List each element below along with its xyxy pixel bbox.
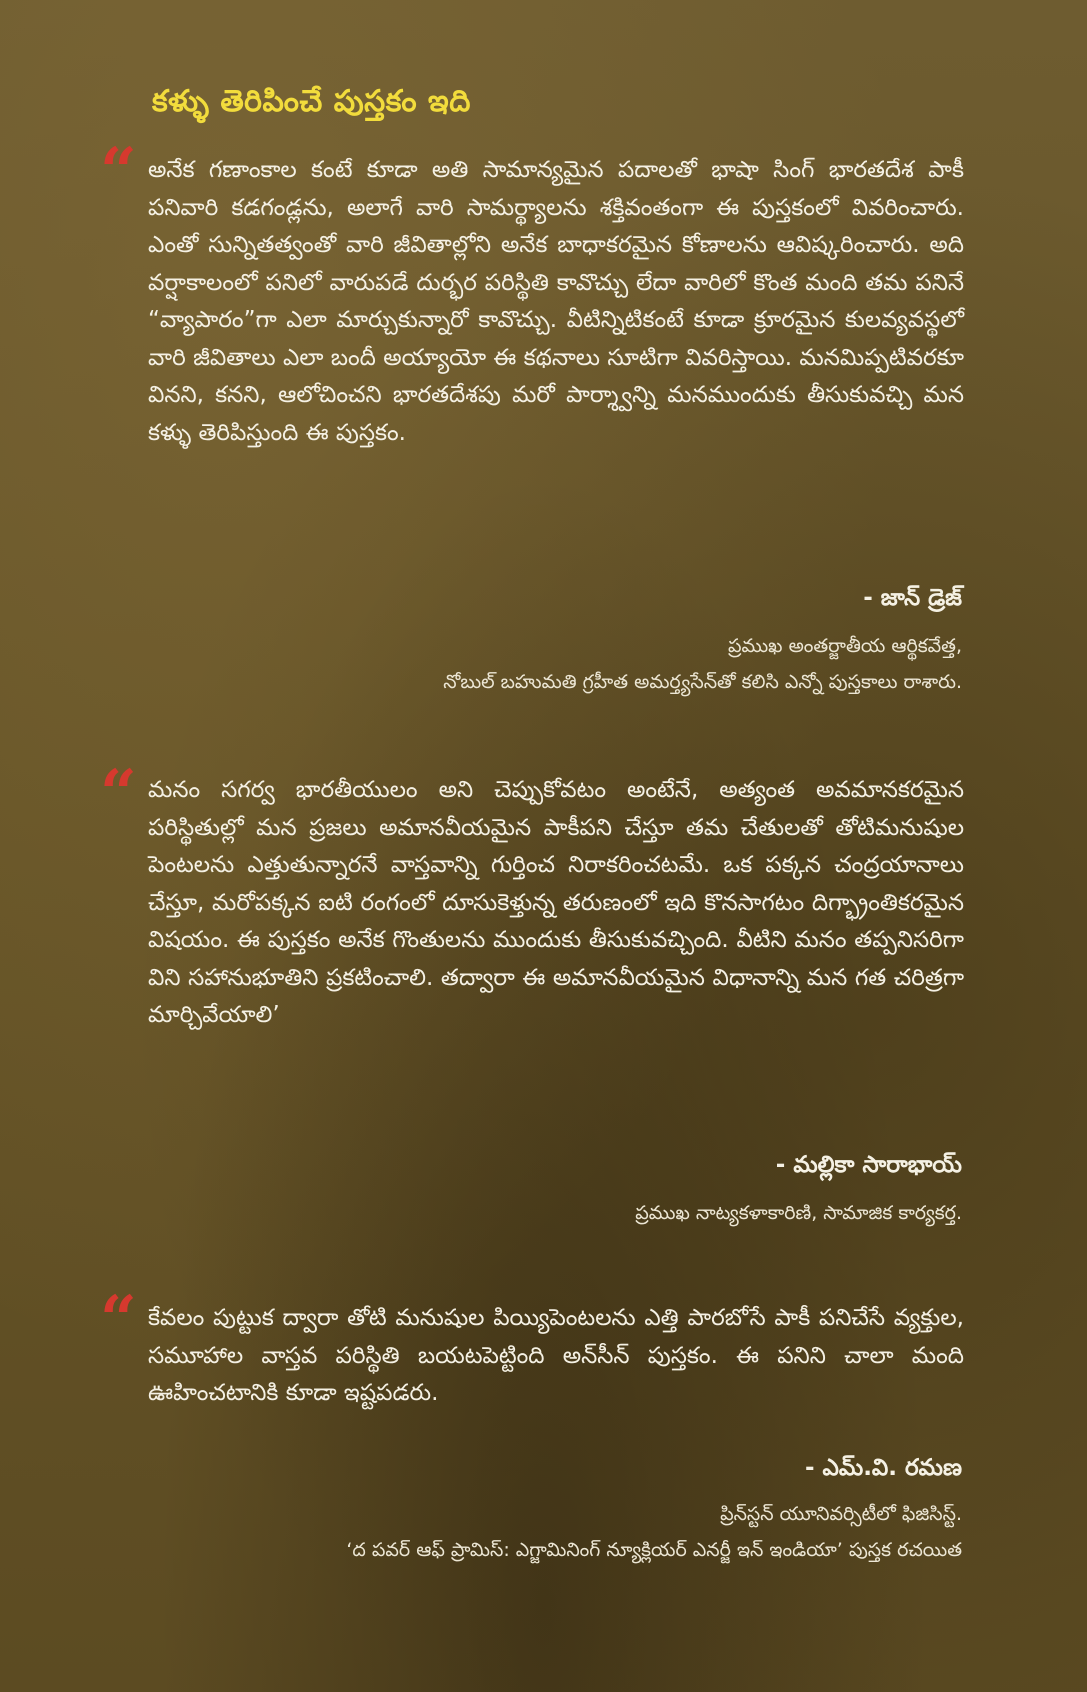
page-heading: కళ్ళు తెరిపించే పుస్తకం ఇది (152, 84, 471, 119)
quote-mark-icon: “ (100, 1282, 137, 1357)
author-description-line: నోబుల్ బహుమతి గ్రహీత అమర్త్యసేన్‌తో కలిసి ఎన్నో పుస్తకాలు రాశారు. (443, 671, 962, 693)
author-description (346, 1496, 962, 1568)
quote-text: కేవలం పుట్టుక ద్వారా తోటి మనుషుల పియ్యిపెంటలను ఎత్తి పారబోసే పాకీ పనిచేసే వ్యక్తుల, సమూహాల వాస్తవ పరిస్థితి బయటపెట్టింది అన్‌సీన్ పుస్తకం. ఈ పనిని చాలా మంది ఊహించటానికి కూడా ఇష్టపడరు. (148, 1305, 964, 1406)
author-description (443, 628, 962, 700)
quote-author: - జాన్ డ్రెజ్ (863, 585, 962, 611)
author-description-line: ‘ద పవర్ ఆఫ్ ప్రామిస్: ఎగ్జామినింగ్ న్యూక్లియర్ ఎనర్జీ ఇన్ ఇండియా’ పుస్తక రచయిత (346, 1539, 962, 1561)
quote-text: మనం సగర్వ భారతీయులం అని చెప్పుకోవటం అంటేనే, అత్యంత అవమానకరమైన పరిస్థితుల్లో మన ప్రజలు అమానవీయమైన పాకీపని చేస్తూ తమ చేతులతో తోటిమనుషుల పెంటలను ఎత్తుతున్నారనే వాస్తవాన్ని గుర్తించ నిరాకరించటమే. ఒక పక్కన చంద్రయానాలు చేస్తూ, మరోపక్కన ఐటి రంగంలో దూసుకెళ్తున్న తరుణంలో ఇది కొనసాగటం దిగ్భ్రాంతికరమైన విషయం. ఈ పుస్తకం అనేక గొంతులను ముందుకు తీసుకువచ్చింది. వీటిని మనం తప్పనిసరిగా విని సహానుభూతిని ప్రకటించాలి. తద్వారా ఈ అమానవీయమైన విధానాన్ని మన గత చరిత్రగా మార్చివేయాలి’ (148, 777, 964, 1028)
quote-author: - ఎమ్.వి. రమణ (804, 1455, 962, 1481)
author-description-line: ప్రిన్‌స్టన్ యూనివర్సిటీలో ఫిజిసిస్ట్. (720, 1503, 962, 1525)
author-description (635, 1195, 962, 1231)
author-description-line: ప్రముఖ అంతర్జాతీయ ఆర్థికవేత్త, (728, 635, 962, 657)
quote-mark-icon: “ (100, 756, 137, 831)
quote-author: - మల్లికా సారాభాయ్ (775, 1152, 962, 1178)
author-description-line: ప్రముఖ నాట్యకళాకారిణి, సామాజిక కార్యకర్త. (635, 1202, 962, 1224)
quote-text: అనేక గణాంకాల కంటే కూడా అతి సామాన్యమైన పదాలతో భాషా సింగ్ భారతదేశ పాకీ పనివారి కడగండ్లను, అలాగే వారి సామర్థ్యాలను శక్తివంతంగా ఈ పుస్తకంలో వివరించారు. ఎంతో సున్నితత్వంతో వారి జీవితాల్లోని అనేక బాధాకరమైన కోణాలను ఆవిష్కరించారు. అది వర్షాకాలంలో పనిలో వారుపడే దుర్భర పరిస్థితి కావొచ్చు లేదా వారిలో కొంత మంది తమ పనినే “వ్యాపారం”గా ఎలా మార్చుకున్నారో కావొచ్చు. వీటిన్నిటికంటే కూడా క్రూరమైన కులవ్యవస్థలో వారి జీవితాలు ఎలా బందీ అయ్యాయో ఈ కథనాలు సూటిగా వివరిస్తాయి. మనమిప్పటివరకూ వినని, కనని, ఆలోచించని భారతదేశపు మరో పార్శ్వాన్ని మనముందుకు తీసుకువచ్చి మన కళ్ళు తెరిపిస్తుంది ఈ పుస్తకం. (148, 157, 964, 446)
quote-mark-icon: “ (100, 134, 137, 209)
